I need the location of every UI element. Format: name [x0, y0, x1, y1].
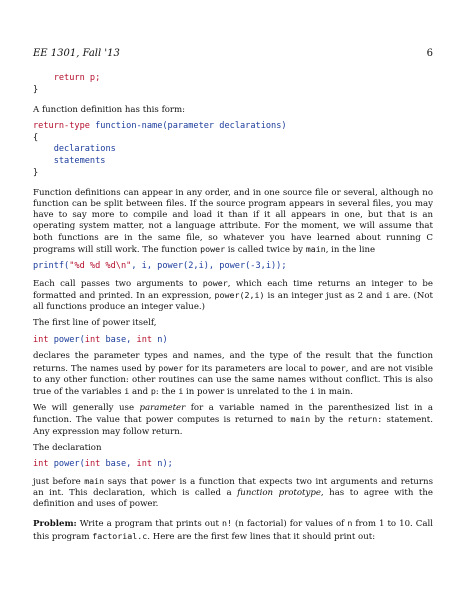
inline-code: n — [347, 518, 353, 529]
code-block-return — [33, 73, 433, 97]
inline-code: i — [385, 290, 391, 300]
code-token: statements — [53, 156, 106, 167]
paragraph-definitions — [33, 188, 433, 256]
paragraph-problem — [33, 518, 433, 542]
text-run: is a function that expects two int arguments and returns an int. This declaration, which is called a — [33, 476, 433, 499]
text-run: is called twice by — [225, 244, 306, 255]
text-run: in power is unrelated to the — [183, 387, 310, 398]
paragraph-declares — [33, 351, 433, 398]
inline-code: i — [309, 386, 315, 397]
paragraph-prototype — [33, 476, 433, 511]
code-token: declarations) — [219, 120, 287, 131]
text-run: and — [129, 387, 151, 398]
text-run: : the — [155, 387, 179, 398]
inline-code: p — [150, 386, 156, 397]
text-run: Each call passes two arguments to — [33, 278, 203, 289]
code-token: declarations — [53, 144, 116, 155]
text-run: for a variable named in the parenthesized list in a function. The value that power computes is returned to — [33, 403, 433, 426]
inline-code: main — [290, 414, 311, 425]
page-number: 6 — [426, 48, 433, 59]
code-token: printf( — [33, 261, 70, 271]
code-token: int — [84, 459, 101, 470]
text-run: Function definitions can appear in any order, and in one source file or several, although no function can be split between files. If the source program appears in several files, you may have to say more to compile and load it than if it all appears in one, but that is an operating system matter, not a language attribute. For the moment, we will assume that both functions are in the same file, so whatever you have learned about running C programs will still work. The function — [33, 187, 433, 255]
problem-label: Problem: — [33, 519, 77, 530]
inline-code: power(2,i) — [214, 290, 265, 300]
inline-code: power — [158, 362, 184, 373]
paragraph-each-call — [33, 278, 433, 314]
inline-code: power — [151, 475, 177, 486]
code-token: return-type — [33, 120, 90, 131]
text-run: Write a program that prints out — [76, 519, 222, 530]
code-token: { — [33, 132, 39, 143]
code-token: n); — [157, 459, 173, 470]
emphasis: parameter — [139, 403, 186, 414]
text-run: in main. — [314, 387, 354, 398]
inline-code: return: — [347, 414, 383, 425]
code-line: return p; — [33, 73, 101, 83]
text-run: by the — [310, 415, 348, 426]
text-run: , has to agree with the definition and uses of power. — [33, 488, 433, 510]
inline-code: factorial.c — [92, 530, 148, 541]
code-token: power( — [53, 334, 85, 345]
inline-code: power — [202, 277, 228, 288]
emphasis: function prototype — [237, 488, 321, 499]
code-token: , i, power(2,i), power(-3,i)); — [131, 261, 287, 271]
text-run: statement. Any expression may follow return. — [33, 415, 433, 437]
code-block-printf — [33, 261, 433, 273]
code-token: n) — [157, 334, 168, 345]
code-token: int — [136, 459, 153, 470]
text-run: (n factorial) for values of — [231, 519, 348, 530]
text-run: declares the parameter types and names, and the type of the result that the function returns. The names used by — [33, 351, 433, 374]
code-token: power( — [53, 459, 85, 470]
code-token: int — [136, 334, 153, 345]
course-title: EE 1301, Fall '13 — [33, 48, 120, 59]
code-token: base, — [105, 334, 132, 345]
paragraph-parameter — [33, 403, 433, 438]
inline-code: i — [124, 386, 130, 397]
text-run: says that — [104, 476, 152, 487]
inline-code: i — [178, 386, 184, 397]
code-token: int — [33, 459, 49, 470]
paragraph-first-line: The first line of power itself, — [33, 318, 157, 329]
code-token: base, — [105, 459, 132, 470]
code-token: int — [33, 334, 49, 345]
text-run: , in the line — [325, 244, 376, 255]
text-run: are. (Not all functions produce an integer value.) — [33, 291, 434, 313]
code-line: } — [33, 84, 39, 95]
page-header — [33, 48, 433, 62]
text-run: , which each time returns an integer to be formatted and printed. In an expression, — [33, 278, 433, 301]
inline-code: n! — [221, 518, 232, 529]
inline-code: power — [200, 243, 226, 254]
inline-code: main — [84, 475, 105, 486]
text-run: just before — [33, 476, 85, 487]
code-block-prototype — [33, 459, 433, 471]
text-run: for its parameters are local to — [183, 363, 321, 374]
inline-code: power — [320, 362, 346, 373]
text-run: from 1 to 10. Call this program — [33, 519, 433, 542]
text-run: . Here are the first few lines that it should print out: — [147, 531, 376, 542]
code-block-signature — [33, 335, 433, 347]
code-block-form — [33, 121, 433, 180]
code-token: int — [84, 334, 101, 345]
text-run: is an integer just as 2 and — [264, 291, 386, 301]
paragraph-function-form: A function definition has this form: — [33, 104, 186, 115]
text-run: , and are not visible to any other function: other routines can use the same names without conflict. This is also true of the variables — [33, 363, 433, 398]
page-body — [33, 73, 433, 543]
text-run: We will generally use — [33, 403, 140, 414]
code-token: "%d %d %d\n" — [69, 261, 132, 271]
inline-code: main — [305, 243, 326, 254]
code-token: function-name(parameter — [95, 120, 215, 131]
code-token: } — [33, 167, 39, 178]
paragraph-declaration: The declaration — [33, 442, 102, 453]
